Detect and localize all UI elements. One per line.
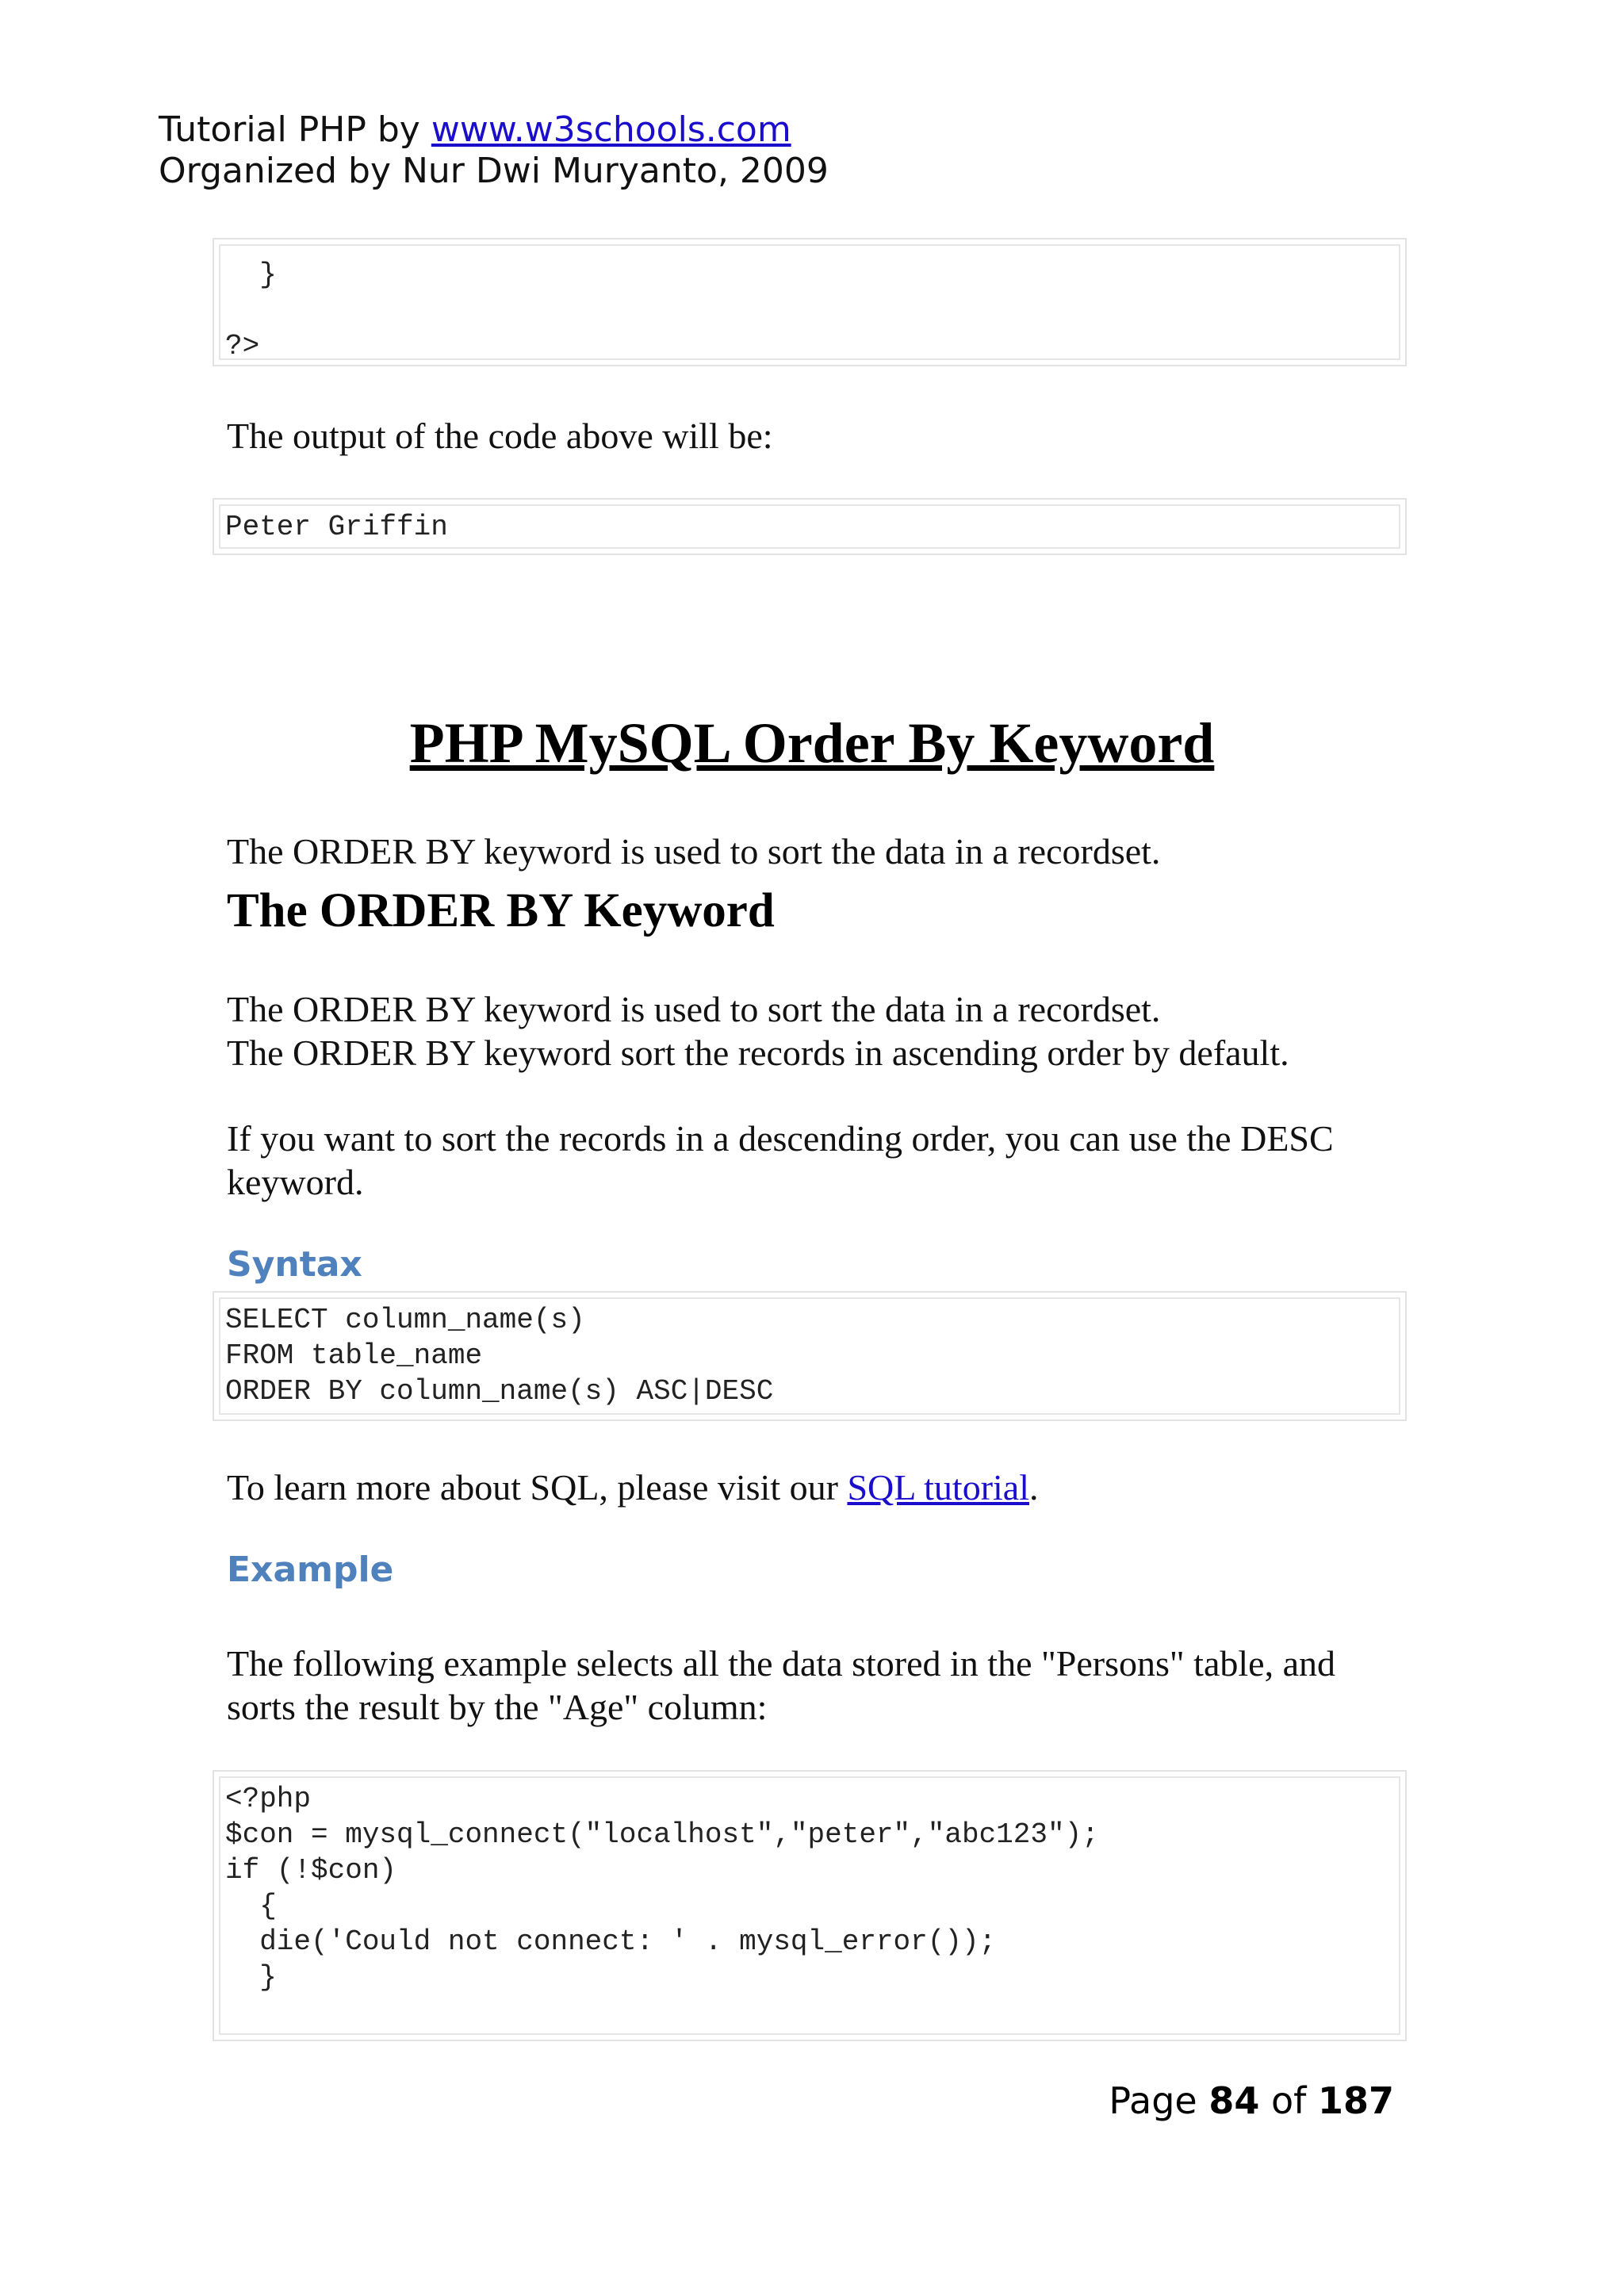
learn-more-prefix: To learn more about SQL, please visit our <box>227 1467 848 1508</box>
header-line-2: Organized by Nur Dwi Muryanto, 2009 <box>159 151 829 191</box>
syntax-block <box>213 1291 1407 1421</box>
page-footer <box>1109 2079 1394 2122</box>
example-description-line-2: sorts the result by the "Age" column: <box>227 1687 768 1727</box>
paragraph-2-line-2: keyword. <box>227 1162 364 1202</box>
footer-of-label: of <box>1259 2079 1318 2122</box>
intro-text: The ORDER BY keyword is used to sort the data in a recordset. <box>227 831 1161 872</box>
output-code-text: Peter Griffin <box>225 511 448 543</box>
page-title: PHP MySQL Order By Keyword <box>409 711 1215 775</box>
example-code-text: <?php $con = mysql_connect("localhost","peter","abc123"); if (!$con) { die('Could not connect: ' . mysql_error()); } <box>225 1783 1099 1994</box>
output-block <box>213 498 1407 555</box>
learn-more-suffix: . <box>1029 1467 1039 1508</box>
code-top-text: } ?> <box>225 259 277 362</box>
syntax-code-text: SELECT column_name(s) FROM table_name ORDER BY column_name(s) ASC|DESC <box>225 1304 774 1408</box>
example-code-block <box>213 1770 1407 2041</box>
paragraph-1-line-1: The ORDER BY keyword is used to sort the data in a recordset. <box>227 989 1161 1029</box>
footer-page-label: Page <box>1109 2079 1209 2122</box>
example-description <box>227 1642 1335 1729</box>
footer-total-pages: 187 <box>1317 2079 1394 2122</box>
learn-more-text <box>227 1466 1039 1509</box>
output-block-inner <box>219 504 1400 549</box>
footer-page-number: 84 <box>1208 2079 1260 2122</box>
header-prefix: Tutorial PHP by <box>159 109 431 150</box>
example-code-block-inner <box>219 1776 1400 2035</box>
code-block-top <box>213 238 1407 366</box>
w3schools-link[interactable]: www.w3schools.com <box>431 109 791 150</box>
code-block-top-inner <box>219 244 1400 360</box>
sql-tutorial-link[interactable]: SQL tutorial <box>847 1467 1029 1508</box>
output-intro: The output of the code above will be: <box>227 416 773 456</box>
syntax-block-inner <box>219 1297 1400 1415</box>
example-heading: Example <box>227 1550 394 1590</box>
document-header <box>159 109 829 192</box>
paragraph-2 <box>227 1117 1334 1204</box>
section-heading: The ORDER BY Keyword <box>227 884 775 937</box>
syntax-heading: Syntax <box>227 1244 362 1285</box>
paragraph-2-line-1: If you want to sort the records in a descending order, you can use the DESC <box>227 1118 1334 1159</box>
header-line-1 <box>159 109 829 151</box>
example-description-line-1: The following example selects all the data stored in the "Persons" table, and <box>227 1643 1335 1684</box>
paragraph-1-line-2: The ORDER BY keyword sort the records in ascending order by default. <box>227 1033 1289 1073</box>
paragraph-1 <box>227 987 1289 1075</box>
